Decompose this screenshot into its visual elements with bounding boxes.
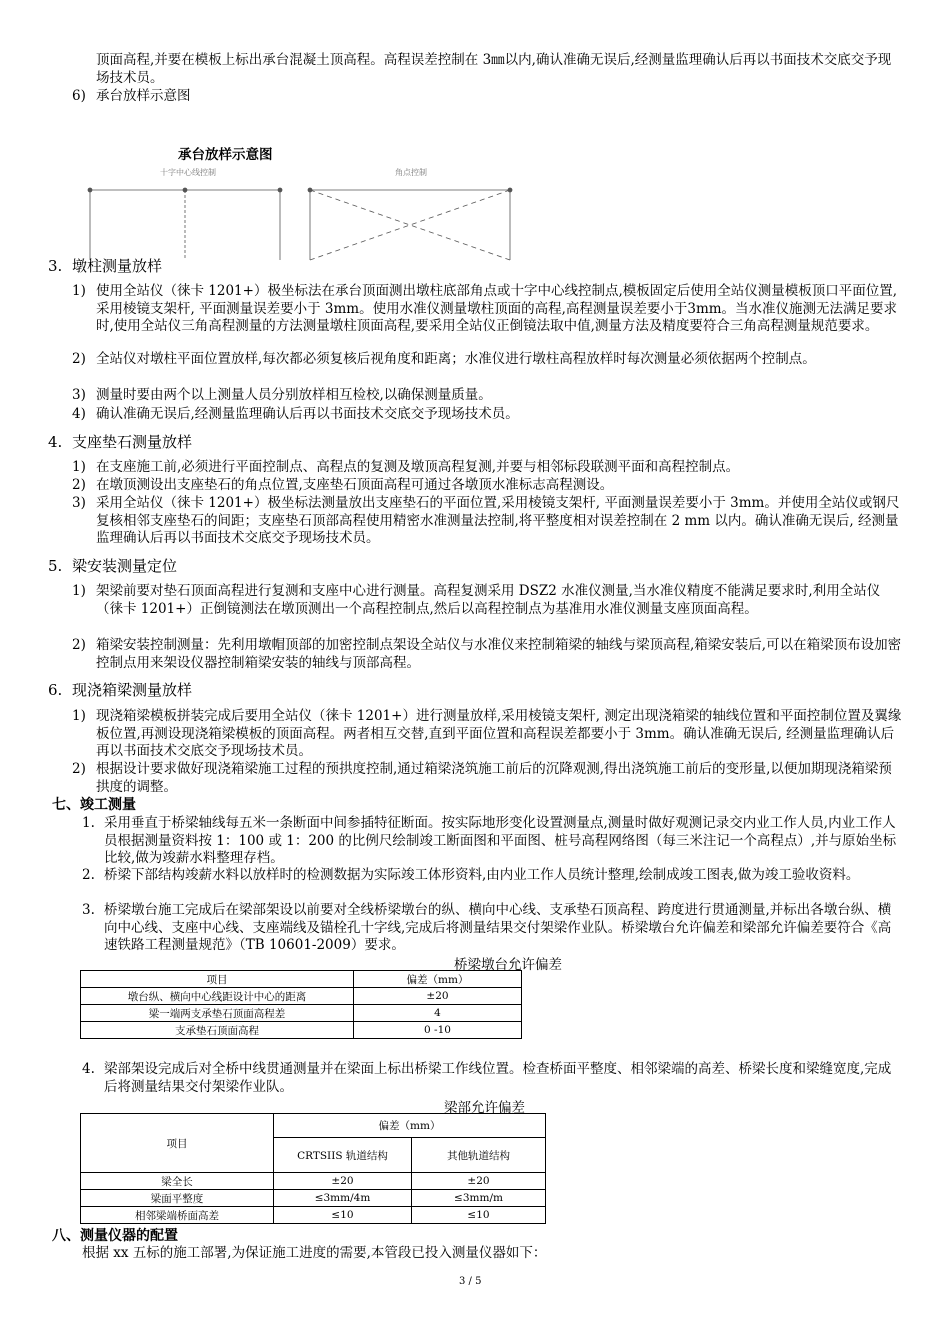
beam-deviation-table [80, 1113, 546, 1224]
table-cell: 墩台纵、横向中心线距设计中心的距离 [81, 988, 354, 1005]
diagram-label-left: 十字中心线控制 [160, 168, 216, 177]
section-heading: 八、测量仪器的配置 [52, 1228, 178, 1244]
item-text: 在支座施工前,必须进行平面控制点、高程点的复测及墩顶高程复测,并要与相邻标段联测平面和高程控制点。 [96, 459, 740, 475]
table-cell: 梁一端两支承垫石顶面高程差 [81, 1005, 354, 1022]
diagram-title: 承台放样示意图 [178, 147, 273, 163]
header-cell: 偏差（mm） [274, 1114, 546, 1138]
table-header-row [81, 1114, 546, 1138]
table-cell: ±20 [412, 1173, 546, 1190]
item-text: 梁部架设完成后对全桥中线贯通测量并在梁面上标出桥梁工作线位置。检查桥面平整度、相邻梁端的高差、桥梁长度和梁缝宽度,完成后将测量结果交付架梁作业队。 [104, 1061, 892, 1095]
table-caption: 梁部允许偏差 [444, 1100, 525, 1116]
item-text: 在墩顶测设出支座垫石的角点位置,支座垫石顶面高程可通过各墩顶水准标志高程测设。 [96, 477, 614, 493]
item-number: 4) [72, 406, 86, 422]
item-number: 1) [72, 708, 86, 724]
item-number: 1) [72, 583, 86, 599]
item-text: 承台放样示意图 [96, 88, 191, 104]
header-cell: 项目 [81, 971, 354, 988]
section-number: 6. [48, 681, 63, 699]
item-number: 6) [72, 88, 86, 104]
table-cell: ≤3mm/4m [274, 1190, 412, 1207]
table-cell: 相邻梁端桥面高差 [81, 1207, 274, 1224]
corner-control-rect [308, 188, 512, 260]
item-text: 确认准确无误后,经测量监理确认后再以书面技术交底交予现场技术员。 [96, 406, 519, 422]
table-row [81, 1207, 546, 1224]
item-text: 全站仪对墩柱平面位置放样,每次都必须复核后视角度和距离；水准仪进行墩柱高程放样时每次测量必须依据两个控制点。 [96, 351, 816, 367]
table-row [81, 988, 522, 1005]
section-title: 支座垫石测量放样 [72, 433, 193, 451]
table-cell: ≤10 [274, 1207, 412, 1224]
paragraph: 根据 xx 五标的施工部署,为保证施工进度的需要,本管段已投入测量仪器如下： [82, 1245, 547, 1261]
item-text: 使用全站仪（徕卡 1201+）极坐标法在承台顶面测出墩柱底部角点或十字中心线控制点,模板固定后使用全站仪测量模板顶口平面位置,采用棱镜支架杆, 平面测量误差要小于 3mm。使用水准仪测量墩柱顶面的高程,高程测量误差要小于3mm。当水准仪施测无法满足要求时,使用全站仪三角高程测量的方法测量墩柱顶面高程,要采用全站仪正倒镜法取中值,测量方法及精度要符合三角高程测量规范要求。 [96, 283, 898, 334]
item-number: 3) [72, 495, 86, 511]
item-number: 2) [72, 477, 86, 493]
header-cell: 项目 [81, 1114, 274, 1173]
section-heading: 七、竣工测量 [52, 797, 136, 813]
table-header-row [81, 971, 522, 988]
item-text: 根据设计要求做好现浇箱梁施工过程的预拱度控制,通过箱梁浇筑施工前后的沉降观测,得出浇筑施工前后的变形量,以便加期现浇箱梁预拱度的调整。 [96, 761, 892, 795]
table-caption: 桥梁墩台允许偏差 [454, 957, 562, 973]
item-number: 1) [72, 459, 86, 475]
cross-centerline-rect [88, 188, 282, 260]
section-number: 3. [48, 257, 63, 275]
item-text: 箱梁安装控制测量：先利用墩帽顶部的加密控制点架设全站仪与水准仪来控制箱梁的轴线与梁顶高程,箱梁安装后,可以在箱梁顶布设加密控制点用来架设仪器控制箱梁安装的轴线与顶部高程。 [96, 637, 902, 671]
section-title: 现浇箱梁测量放样 [72, 681, 193, 699]
table-row [81, 1022, 522, 1039]
table-cell: ≤3mm/m [412, 1190, 546, 1207]
item-number: 2) [72, 761, 86, 777]
diagram-label-right: 角点控制 [395, 168, 427, 177]
section-number: 4. [48, 433, 63, 451]
item-number: 4. [82, 1061, 95, 1077]
section-title: 墩柱测量放样 [72, 257, 163, 275]
item-text: 测量时要由两个以上测量人员分别放样相互检校,以确保测量质量。 [96, 387, 492, 403]
item-number: 2) [72, 637, 86, 653]
item-text: 架梁前要对垫石顶面高程进行复测和支座中心进行测量。高程复测采用 DSZ2 水准仪测量,当水准仪精度不能满足要求时,利用全站仪（徕卡 1201+）正倒镜测法在墩顶测出一个高程控制点,然后以高程控制点为基准用水准仪测量支座顶面高程。 [96, 583, 881, 617]
section-number: 5. [48, 557, 63, 575]
table-row [81, 1190, 546, 1207]
item-text: 桥梁下部结构竣薪水料以放样时的检测数据为实际竣工体形资料,由内业工作人员统计整理,绘制成竣工图表,做为竣工验收资料。 [104, 867, 860, 883]
continued-paragraph: 顶面高程,并要在模板上标出承台混凝土顶高程。高程误差控制在 3㎜以内,确认准确无误后,经测量监理确认后再以书面技术交底交予现场技术员。 [96, 52, 892, 86]
item-text: 采用垂直于桥梁轴线每五米一条断面中间参插特征断面。按实际地形变化设置测量点,测量时做好观测记录交内业工作人员,内业工作人员根据测量资料按 1：100 或 1：200 的比例尺绘制竣工断面图和平面图、桩号高程网络图（每三米注记一个高程点）,并与原始坐标比较,做为竣薪水料整理存档。 [104, 815, 897, 866]
table-cell: ≤10 [412, 1207, 546, 1224]
header-cell: 其他轨道结构 [412, 1138, 546, 1173]
table-cell: 支承垫石顶面高程 [81, 1022, 354, 1039]
table-row [81, 1005, 522, 1022]
table-row [81, 1173, 546, 1190]
item-number: 2) [72, 351, 86, 367]
table-cell: 梁全长 [81, 1173, 274, 1190]
item-number: 1. [82, 815, 95, 831]
item-text: 桥梁墩台施工完成后在梁部架设以前要对全线桥梁墩台的纵、横向中心线、支承垫石顶高程、跨度进行贯通测量,并标出各墩台纵、横向中心线、支座中心线、支座端线及锚栓孔十字线,完成后将测量结果交付架梁作业队。桥梁墩台允许偏差和梁部允许偏差要符合《高速铁路工程测量规范》（TB 10601-2009）要求。 [104, 902, 892, 953]
item-number: 3. [82, 902, 95, 918]
header-cell: 偏差（mm） [354, 971, 522, 988]
item-number: 2. [82, 867, 95, 883]
table-cell: ±20 [354, 988, 522, 1005]
item-text: 现浇箱梁模板拼装完成后要用全站仪（徕卡 1201+）进行测量放样,采用棱镜支架杆, 测定出现浇箱梁的轴线位置和平面控制位置及翼缘板位置,再测设现浇箱梁模板的顶面高程。两者相互交替,直到平面位置和高程误差都要小于 3mm。确认准确无误后, 经测量监理确认后再以书面技术交底交予现场技术员。 [96, 708, 902, 759]
table-cell: 4 [354, 1005, 522, 1022]
table-cell: 0 -10 [354, 1022, 522, 1039]
item-number: 1) [72, 283, 86, 299]
table-cell: ±20 [274, 1173, 412, 1190]
item-text: 采用全站仪（徕卡 1201+）极坐标法测量放出支座垫石的平面位置,采用棱镜支架杆, 平面测量误差要小于 3mm。并使用全站仪或钢尺复核相邻支座垫石的间距；支座垫石顶部高程使用精密水准测量法控制,将平整度相对误差控制在 2 mm 以内。确认准确无误后, 经测量监理确认后再以书面技术交底交予现场技术员。 [96, 495, 900, 546]
header-cell: CRTSIIS 轨道结构 [274, 1138, 412, 1173]
page-number: 3 / 5 [459, 1276, 482, 1287]
table-cell: 梁面平整度 [81, 1190, 274, 1207]
item-number: 3) [72, 387, 86, 403]
section-title: 梁安装测量定位 [72, 557, 178, 575]
pier-deviation-table [80, 970, 522, 1039]
